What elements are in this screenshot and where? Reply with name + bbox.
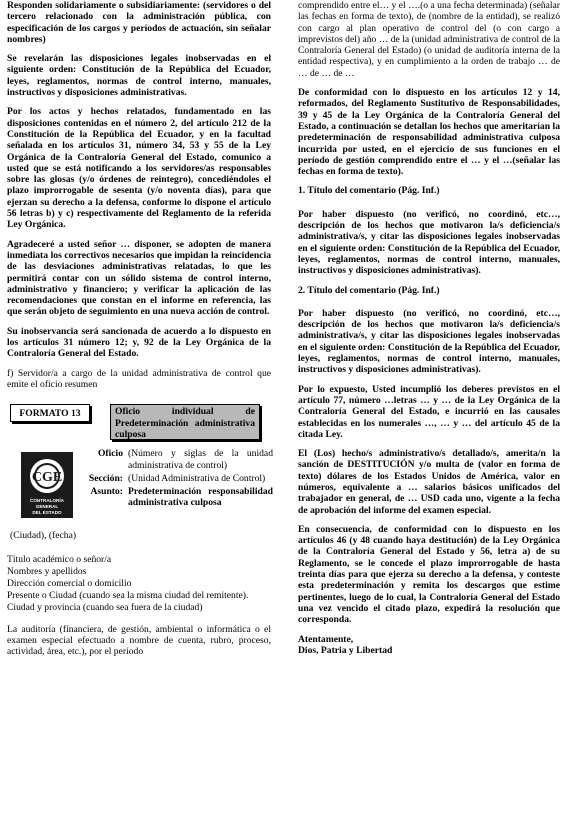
- destinatario-titulo: Título académico o señor/a: [7, 553, 112, 565]
- oficio-field: [79, 448, 273, 471]
- despedida: Atentamente,: [298, 633, 354, 645]
- comentario-2-title: 2. Título del comentario (Pág. Inf.): [298, 284, 440, 296]
- destinatario-block: [7, 554, 271, 614]
- destinatario-ciudad: Ciudad y provincia (cuando sea fuera de la ciudad): [7, 601, 203, 613]
- destinatario-presente: Presente o Ciudad (cuando sea la misma ciudad del remitente).: [7, 589, 249, 601]
- oficio-value: (Número y siglas de la unidad administrativa de control): [128, 448, 273, 471]
- svg-text:GENERAL: GENERAL: [35, 504, 59, 510]
- right-column: [298, 0, 560, 656]
- oficio-fields: [79, 448, 273, 518]
- auditoria-paragraph: La auditoría (financiera, de gestión, ambiental o informática o el examen especial efectuado a nombre de cuenta, rubro, proceso, actividad, área, etc.), por el período: [7, 623, 271, 658]
- cge-logo: [21, 452, 73, 518]
- asunto-key: Asunto:: [90, 486, 123, 498]
- svg-text:CONTRALORÍA: CONTRALORÍA: [30, 498, 64, 504]
- seccion-key: Sección:: [88, 472, 123, 484]
- responsables-paragraph: Responden solidariamente o subsidiariamente: (servidores o del tercero relacionado con la administración pública, con especificación de los cargos y períodos de actuación, sin señalar nombres): [7, 0, 271, 45]
- asunto-value: Predeterminación responsabilidad administrativa culposa: [128, 486, 273, 509]
- firma-servidor-paragraph: f) Servidor/a a cargo de la unidad administrativa de control que emite el oficio resumen: [7, 367, 271, 390]
- asunto-field: [79, 486, 273, 509]
- incumplimiento-paragraph: Por lo expuesto, Usted incumplió los deberes previstos en el artículo 77, número …letras … y … de la Ley Orgánica de la Contraloría General del Estado, e incurrió en las causales establecidas en los numerales …, … y … del artículo 45 de la citada Ley.: [298, 383, 560, 440]
- comentario-2-body: Por haber dispuesto (no verificó, no coordinó, etc…, descripción de los hechos que motivaron la/s deficiencia/s administrativa/s, y citar las disposiciones legales inobservadas en el siguiente orden: Constitución de la República del Ecuador, leyes, reglamentos, normas de control interno, manuales, instructivos y disposiciones administrativas).: [298, 307, 560, 376]
- comentario-1-title: 1. Título del comentario (Pág. Inf.): [298, 185, 440, 197]
- comentario-1-body: Por haber dispuesto (no verificó, no coordinó, etc…, descripción de los hechos que motivaron la/s deficiencia/s administrativa/s, y citar las disposiciones legales inobservadas en el siguiente orden: Constitución de la República del Ecuador, leyes, reglamentos, normas de control interno, manuales, instructivos y disposiciones administrativas).: [298, 208, 560, 277]
- left-column: [7, 0, 271, 665]
- svg-text:DEL ESTADO: DEL ESTADO: [32, 510, 62, 516]
- fundamento-paragraph: Por los actos y hechos relatados, fundamentado en las disposiciones contenidas en el número 2, del artículo 212 de la Constitución de la República del Ecuador, y en la facultad señalada en los artículos 31, número 34, 53 y 55 de la Ley Orgánica de la Contraloría General del Estado, comunico a usted que se está notificando a los servidores/as responsables sobre las glosas (y/o órdenes de reintegro), concediéndoles el plazo improrrogable de sesenta (y/o noventa días), para que ejerzan su derecho a la defensa, conforme lo dispone el artículo 56 letras b) y c) respectivamente del Reglamento de la referida Ley Orgánica.: [7, 106, 271, 231]
- seccion-field: [79, 473, 273, 484]
- cge-seal-icon: [21, 452, 73, 518]
- sancion-paragraph: El (Los) hecho/s administrativo/s detallado/s, amerita/n la sanción de DESTITUCIÓN y/o multa de (valor en forma de texto) dólares de los Estados Unidos de América, valor en números, equivalente a … salarios básicos unificados del trabajador en general, de … USD cada uno, vigente a la fecha de aprobación del informe del examen especial.: [298, 448, 560, 516]
- consecuencia-paragraph: En consecuencia, de conformidad con lo dispuesto en los artículos 46 (y 48 cuando haya destitución) de la Ley Orgánica de la Contraloría General del Estado y 56, letra a) de su Reglamento, se le concede el plazo improrrogable de hasta treinta días para que ejerza su derecho a la defensa, y conteste esta predeterminación y remita los descargos que estime pertinentes, luego de lo cual, la Contraloría General del Estado una vez vencido el citado plazo, expedirá la resolución que corresponda.: [298, 523, 560, 626]
- formato-header: [7, 404, 271, 442]
- inobservancia-paragraph: Su inobservancia será sancionada de acuerdo a lo dispuesto en los artículos 31 número 12; y, 92 de la Ley Orgánica de la Contraloría General del Estado.: [7, 325, 271, 360]
- destinatario-nombre: Nombres y apellidos: [7, 565, 87, 577]
- destinatario-direccion: Dirección comercial o domicilio: [7, 577, 132, 589]
- oficio-header-block: [7, 448, 271, 518]
- lema: Dios, Patria y Libertad: [298, 644, 393, 656]
- disposiciones-paragraph: Se revelarán las disposiciones legales inobservadas en el siguiente orden: Constitución de la República del Ecuador, leyes, reglamentos, normas de control interno, manuales, instructivos y disposiciones administrativas.: [7, 53, 271, 99]
- oficio-key: Oficio: [97, 448, 123, 460]
- formato-title: Oficio individual de Predeterminación administrativa culposa: [110, 404, 260, 440]
- formato-label: FORMATO 13: [10, 404, 90, 422]
- svg-text:CGE: CGE: [31, 470, 63, 486]
- periodo-paragraph: comprendido entre el… y el ….(o a una fecha determinada) (señalar las fechas en forma de texto), de (nombre de la entidad), se realizó con cargo al plan operativo de control del (o con cargo a imprevistos del) año … de la (unidad administrativa de control de la Contraloría General del Estado) (o unidad de auditoría interna de la entidad respectiva), y en cumplimiento a la orden de trabajo … de … de … de …: [298, 0, 560, 79]
- seccion-value: (Unidad Administrativa de Control): [128, 472, 266, 484]
- ciudad-fecha: (Ciudad), (fecha): [10, 530, 77, 542]
- conformidad-paragraph: De conformidad con lo dispuesto en los artículos 12 y 14, reformados, del Reglamento Sustitutivo de Responsabilidades, 39 y 45 de la Ley Orgánica de la Contraloría General del Estado, a continuación se detallan los hechos que ameritarían la predeterminación de responsabilidad administrativa culposa incurrida por usted, en el ejercicio de sus funciones en el período de gestión comprendido entre el … y el …(señalar las fechas en forma de texto).: [298, 87, 560, 178]
- correctivos-paragraph: Agradeceré a usted señor … disponer, se adopten de manera inmediata los correctivos necesarios que impidan la reincidencia de las desviaciones administrativas relatadas, lo que les permitirá contar con un sólido sistema de control interno, administrativo y financiero; y verificar la aplicación de las recomendaciones que constan en el informe en referencia, las que serán objeto de seguimiento en una nueva acción de control.: [7, 238, 271, 318]
